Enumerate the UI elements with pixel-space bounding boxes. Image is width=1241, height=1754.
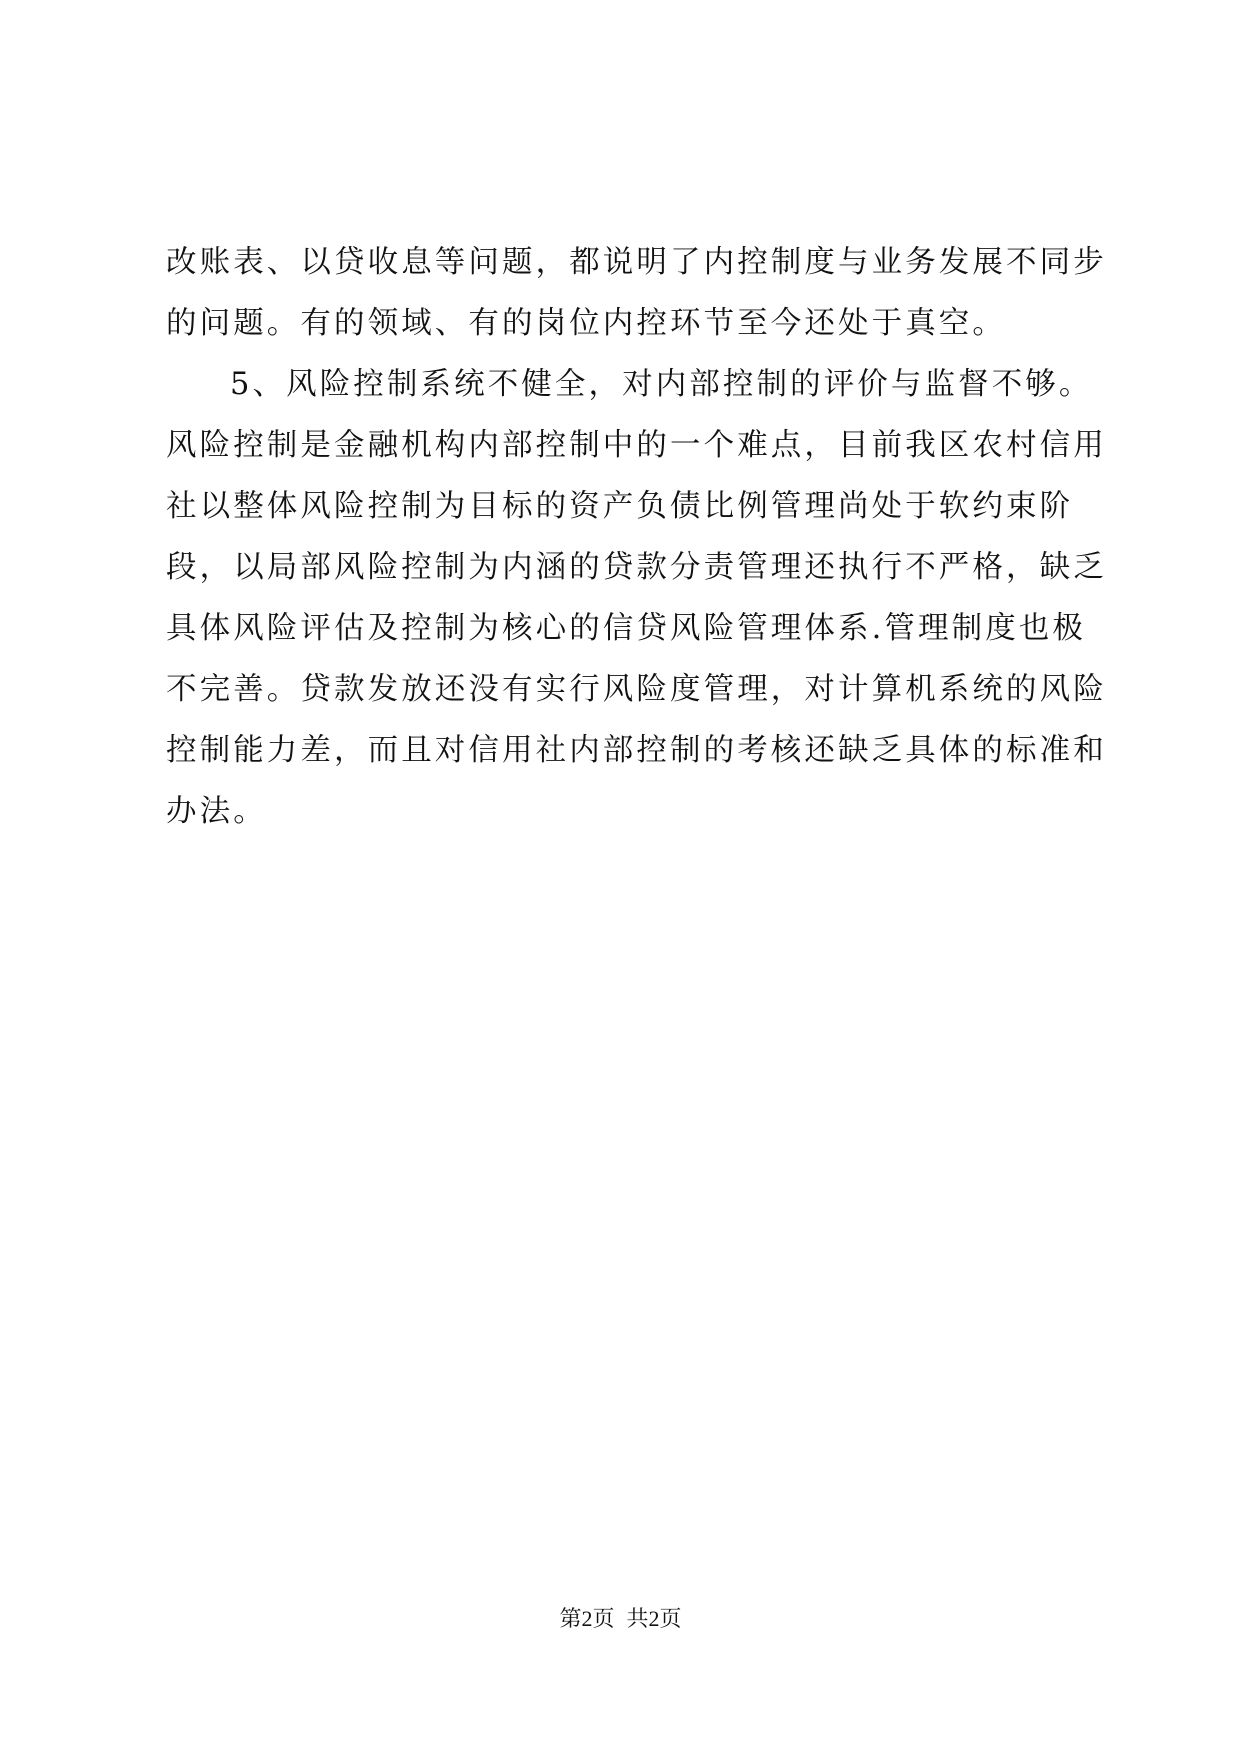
text-line: 控制能力差，而且对信用社内部控制的考核还缺乏具体的标准和 xyxy=(166,733,1107,768)
page-number: 第2页 xyxy=(559,1606,615,1631)
page-footer xyxy=(0,1604,1241,1634)
text-line: 改账表、以贷收息等问题，都说明了内控制度与业务发展不同步 xyxy=(166,245,1107,280)
text-line: 段，以局部风险控制为内涵的贷款分责管理还执行不严格，缺乏 xyxy=(166,550,1107,585)
text-line: 风险控制是金融机构内部控制中的一个难点，目前我区农村信用 xyxy=(166,428,1107,463)
text-line: 的问题。有的领域、有的岗位内控环节至今还处于真空。 xyxy=(166,306,1006,341)
text-line: 不完善。贷款发放还没有实行风险度管理，对计算机系统的风险 xyxy=(166,672,1107,707)
text-line: 具体风险评估及控制为核心的信贷风险管理体系.管理制度也极 xyxy=(166,611,1086,646)
document-body xyxy=(166,232,1107,842)
page-total: 共2页 xyxy=(626,1606,682,1631)
text-line-section-heading: 5、风险控制系统不健全，对内部控制的评价与监督不够。 xyxy=(230,367,1093,402)
text-line: 社以整体风险控制为目标的资产负债比例管理尚处于软约束阶 xyxy=(166,489,1074,524)
text-line: 办法。 xyxy=(166,794,267,829)
